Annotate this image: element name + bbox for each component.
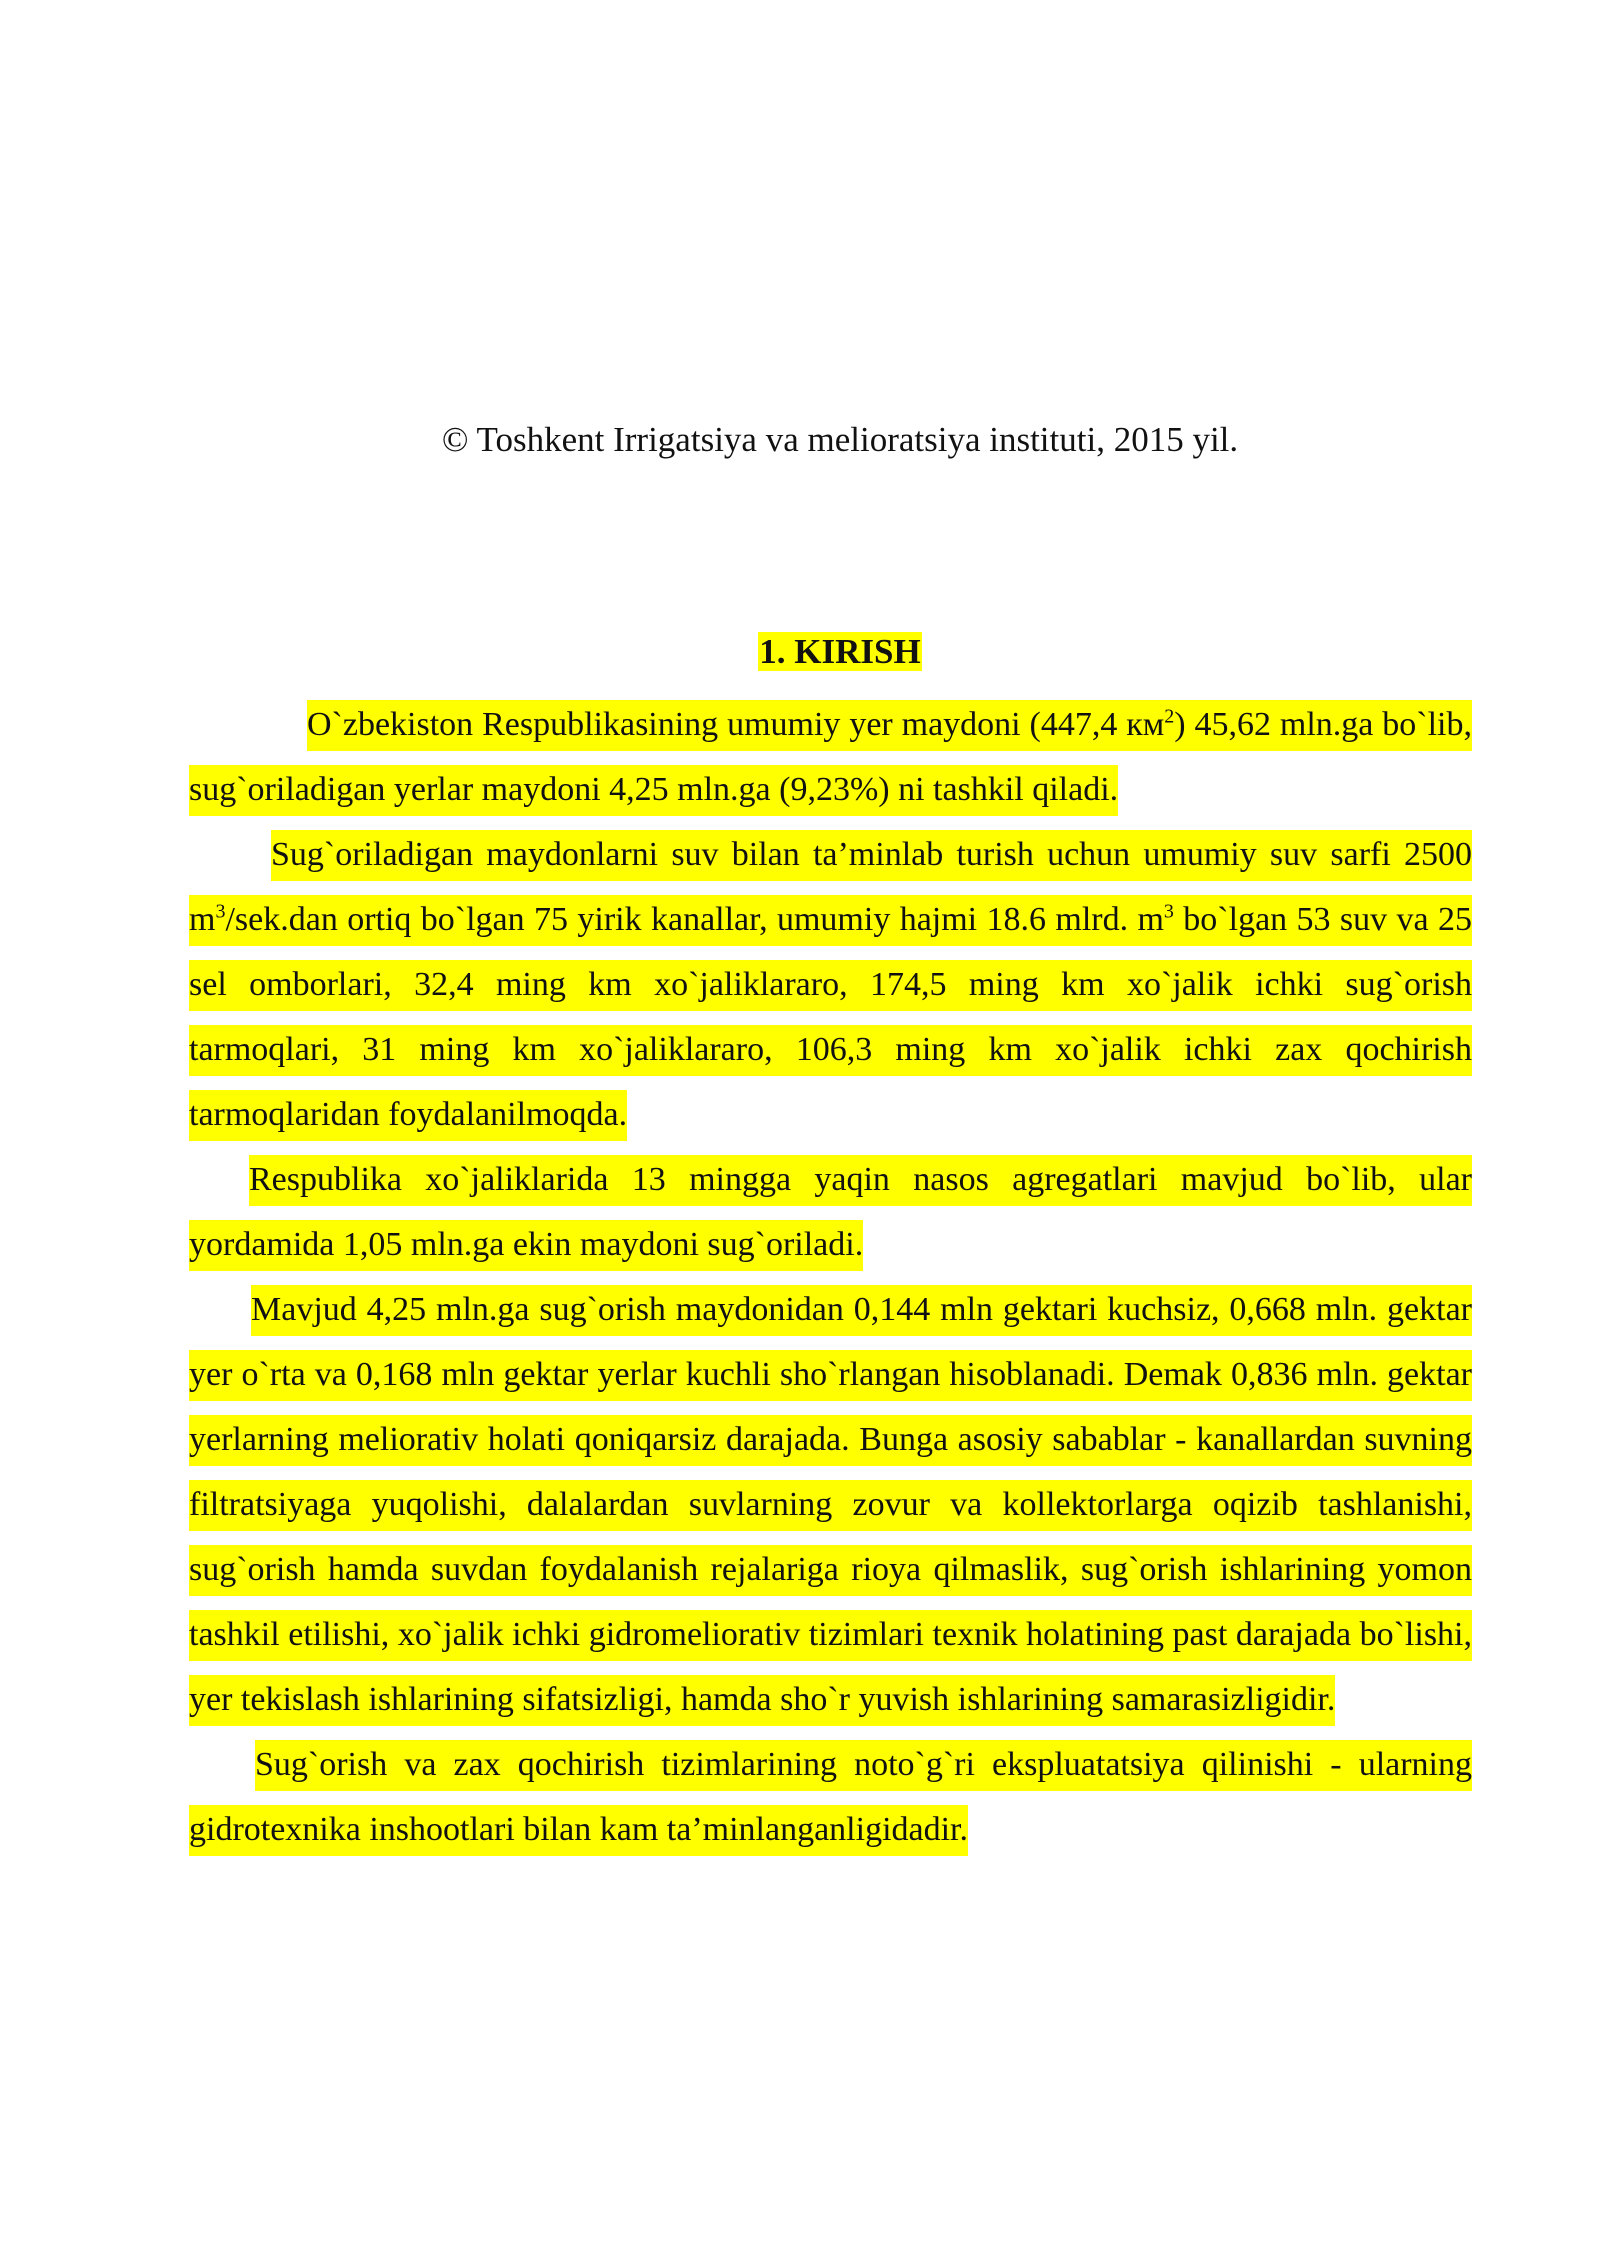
- paragraph-5-text: Sug`orish va zax qochirish tizimlarining noto`g`ri ekspluatatsiya qilinishi - ularning gidrotexnika inshootlari bilan kam ta’minlanganligidadir.: [189, 1740, 1472, 1856]
- paragraph-4: [189, 1277, 1472, 1732]
- paragraph-2-part-b: /sek.dan ortiq bo`lgan 75 yirik kanallar, umumiy hajmi 18.6 mlrd. m: [225, 901, 1164, 938]
- section-heading-text: 1. KIRISH: [759, 632, 921, 671]
- paragraph-1-part-b: ) 45,62 mln.ga bo`lib, sug`oriladigan yerlar maydoni 4,25 mln.ga (9,23%) ni tashkil qiladi.: [189, 706, 1472, 808]
- paragraph-2-superscript-2: 3: [1163, 900, 1174, 923]
- paragraph-4-text: Mavjud 4,25 mln.ga sug`orish maydonidan 0,144 mln gektari kuchsiz, 0,668 mln. gektar yer o`rta va 0,168 mln gektar yerlar kuchli sho`rlangan hisoblanadi. Demak 0,836 mln. gektar yerlarning meliorativ holati qoniqarsiz darajada. Bunga asosiy sabablar - kanallardan suvning filtratsiyaga yuqolishi, dalalardan suvlarning zovur va kollektorlarga oqizib tashlanishi, sug`orish hamda suvdan foydalanish rejalariga rioya qilmaslik, sug`orish ishlarining yomon tashkil etilishi, xo`jalik ichki gidromeliorativ tizimlari texnik holatining past darajada bo`lishi, yer tekislash ishlarining sifatsizligi, hamda sho`r yuvish ishlarining samarasizligidir.: [189, 1285, 1472, 1726]
- section-heading: [0, 628, 1600, 676]
- paragraph-2-part-c: bo`lgan 53 suv va 25 sel omborlari, 32,4 ming km xo`jaliklararo, 174,5 ming km xo`jalik ichki sug`orish tarmoqlari, 31 ming km xo`jaliklararo, 106,3 ming km xo`jalik ichki zax qochirish tarmoqlaridan foydalanilmoqda.: [189, 901, 1472, 1133]
- copyright-line: © Toshkent Irrigatsiya va melioratsiya instituti, 2015 yil.: [441, 420, 1239, 459]
- paragraph-1: [189, 692, 1472, 822]
- paragraph-5: [189, 1732, 1472, 1862]
- paragraph-3: [189, 1147, 1472, 1277]
- paragraph-2-part-a: Sug`oriladigan maydonlarni suv bilan ta’minlab turish uchun umumiy suv sarfi 2500 m: [189, 836, 1472, 938]
- paragraph-2: [189, 822, 1472, 1147]
- paragraph-1-part-a: O`zbekiston Respublikasining umumiy yer maydoni (447,4 км: [307, 706, 1165, 743]
- document-body: [189, 692, 1472, 1862]
- paragraph-2-text: [189, 830, 1472, 1141]
- paragraph-3-text: Respublika xo`jaliklarida 13 mingga yaqin nasos agregatlari mavjud bo`lib, ular yordamida 1,05 mln.ga ekin maydoni sug`oriladi.: [189, 1155, 1472, 1271]
- paragraph-1-text: [189, 700, 1472, 816]
- paragraph-1-superscript: 2: [1164, 705, 1175, 728]
- paragraph-2-superscript-1: 3: [215, 900, 226, 923]
